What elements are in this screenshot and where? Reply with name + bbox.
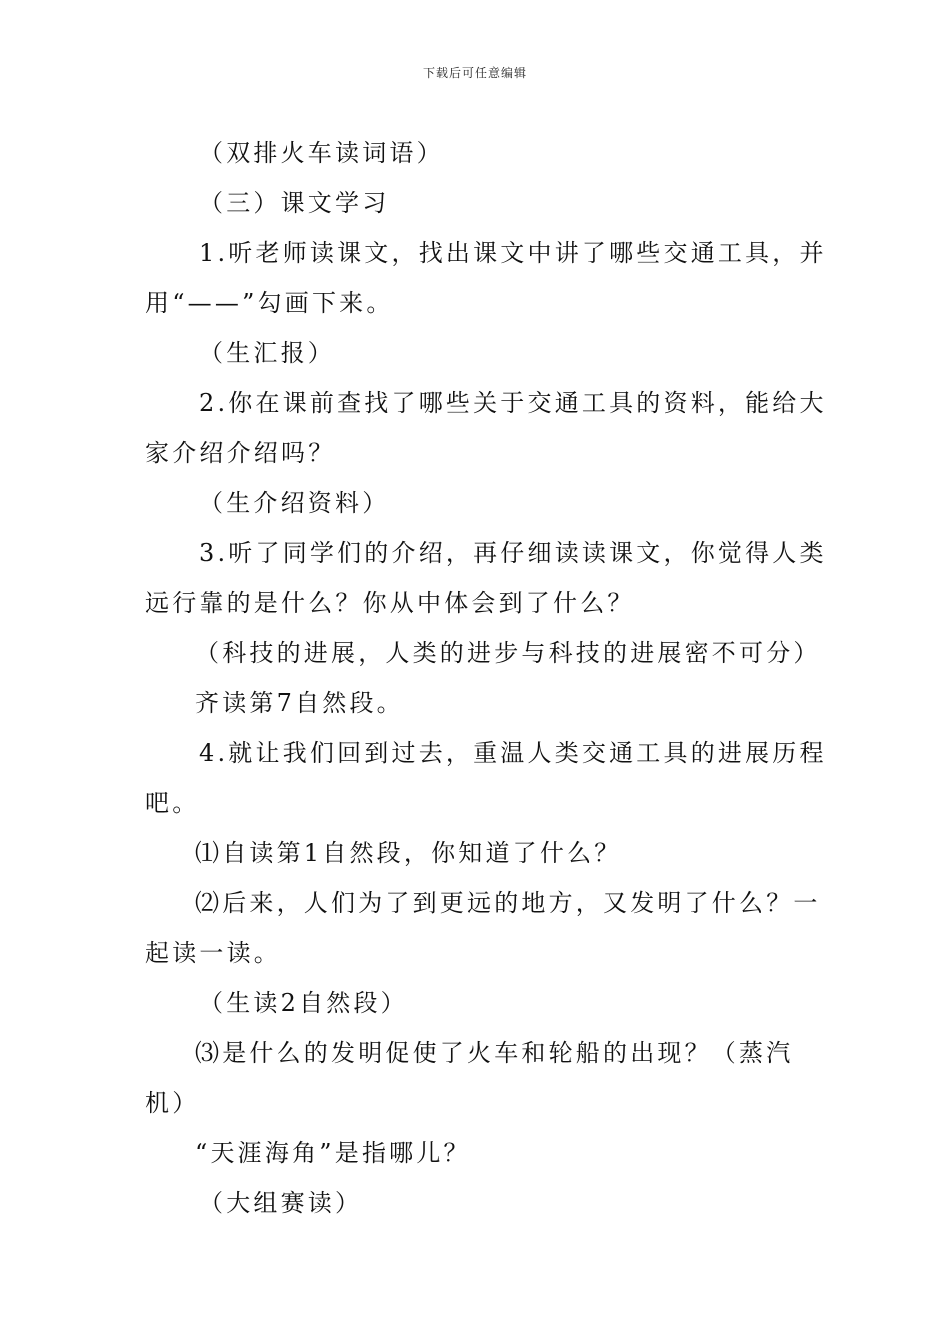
section-heading: （三）课文学习 [199,189,390,217]
text-line: （双排火车读词语） [199,139,444,167]
text-line: 远行靠的是什么？你从中体会到了什么？ [145,589,635,617]
text-line: 3.听了同学们的介绍，再仔细读读课文，你觉得人类 [199,539,827,567]
text-line: 吧。 [145,789,200,817]
text-line: （生读2自然段） [199,989,408,1017]
text-line: 齐读第7自然段。 [195,689,404,717]
text-line: 用“——”勾画下来。 [145,289,394,317]
text-line: 机） [145,1089,200,1117]
text-line: （生汇报） [199,339,335,367]
text-line: “天涯海角”是指哪儿？ [195,1139,471,1167]
document-body [145,128,827,1228]
page-header-note: 下载后可任意编辑 [422,66,527,80]
text-line: （科技的进展，人类的进步与科技的进展密不可分） [195,639,821,667]
text-line: 家介绍介绍吗？ [145,439,336,467]
text-line: ⑴自读第1自然段，你知道了什么？ [195,839,622,867]
text-line: ⑶是什么的发明促使了火车和轮船的出现？（蒸汽 [195,1039,794,1067]
text-line: 2.你在课前查找了哪些关于交通工具的资料，能给大 [199,389,827,417]
text-line: 起读一读。 [145,939,281,967]
text-line: 4.就让我们回到过去，重温人类交通工具的进展历程 [199,739,827,767]
text-line: （大组赛读） [199,1189,363,1217]
text-line: ⑵后来，人们为了到更远的地方，又发明了什么？一 [195,889,821,917]
text-line: 1.听老师读课文，找出课文中讲了哪些交通工具，并 [199,239,827,267]
text-line: （生介绍资料） [199,489,390,517]
